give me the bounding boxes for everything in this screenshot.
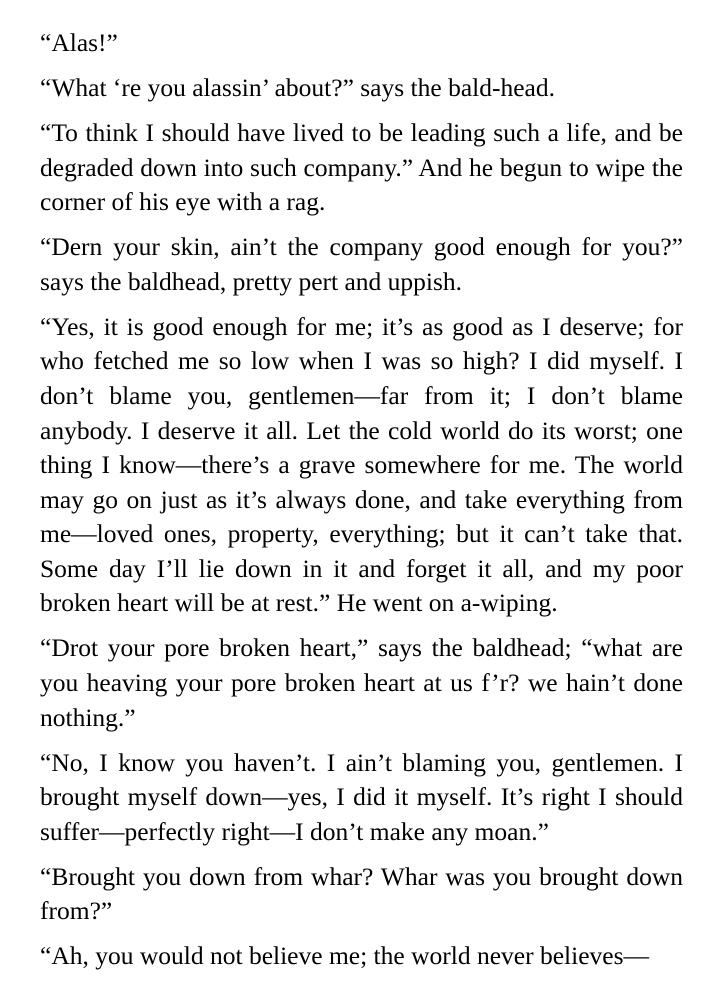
paragraph-degraded-company: “To think I should have lived to be leading such a life, and be degraded down into such company.” And he begun to wipe the corner of his eye with a rag. [40, 117, 683, 217]
paragraph-drot-your-heart: “Drot your pore broken heart,” says the baldhead; “what are you heaving your pore broken heart at us f’r? we hain’t done nothing.” [40, 633, 683, 732]
paragraph-ah-you-would-not: “Ah, you would not believe me; the world never believes— [40, 941, 649, 971]
paragraph-dern-your-skin: “Dern your skin, ain’t the company good enough for you?” says the baldhead, pretty pert and uppish. [40, 232, 683, 296]
paragraph-alas: “Alas!” [40, 28, 118, 57]
paragraph-good-enough: “Yes, it is good enough for me; it’s as good as I deserve; for who fetched me so low when I was so high? I did myself. I don’t blame you, gentlemen—far from it; I don’t blame anybody. I deserve it all. Let the cold world do its worst; one thing I know—there’s a grave somewhere for me. The world may go on just as it’s always done, and take everything from me—loved ones, property, everything; but it can’t take that. Some day I’ll lie down in it and forget it all, and my poor broken heart will be at rest.” He went on a-wiping. [40, 311, 683, 618]
page-body [40, 26, 683, 974]
paragraph-bald-head-question: “What ‘re you alassin’ about?” says the bald-head. [40, 72, 555, 102]
paragraph-no-i-know: “No, I know you haven’t. I ain’t blaming you, gentlemen. I brought myself down—yes, I did it myself. It’s right I should suffer—perfectly right—I don’t make any moan.” [40, 747, 683, 846]
paragraph-brought-down-from: “Brought you down from whar? Whar was you brought down from?” [40, 861, 683, 926]
